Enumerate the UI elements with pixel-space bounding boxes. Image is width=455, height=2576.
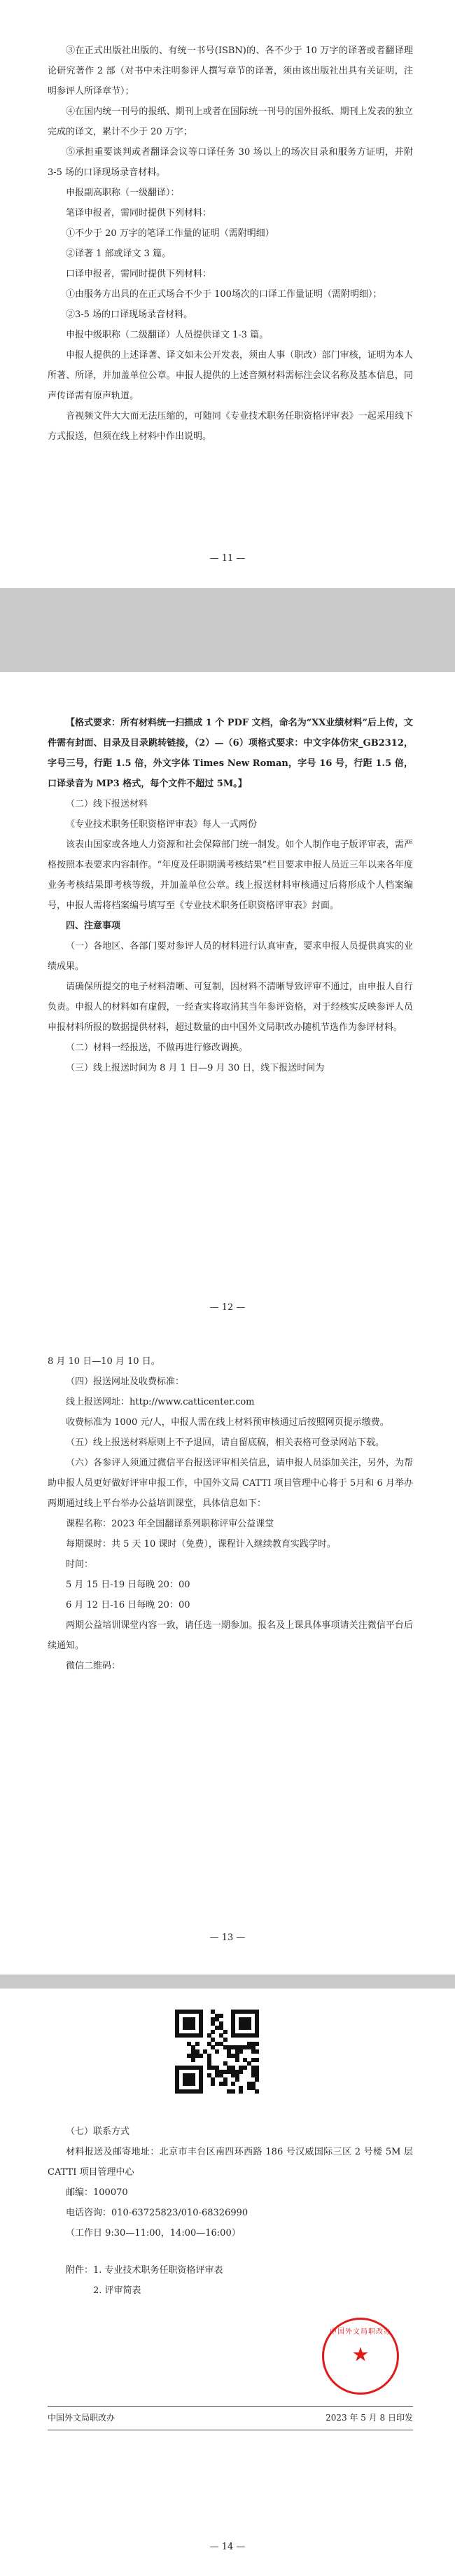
paragraph: 申报人提供的上述译著、译文如未公开发表，须由人事（职改）部门审核，证明为本人所著、所译，并加盖单位公章。申报人提供的上述音频材料需标注会议名称及基本信息，同声传译需有原声轨道。	[48, 350, 413, 401]
qr-module	[239, 2070, 243, 2074]
page-11-body	[48, 41, 413, 447]
qr-module	[235, 2077, 239, 2082]
page-number: — 14 —	[209, 2542, 246, 2552]
qr-module	[223, 2038, 227, 2042]
page-14-body	[48, 2122, 413, 2301]
page-number: — 12 —	[209, 1302, 246, 1313]
qr-module	[255, 2042, 259, 2046]
qr-module	[191, 2026, 195, 2030]
qr-module	[255, 2049, 259, 2054]
phone-numbers: 电话咨询：010-63725823/010-68326990	[66, 2208, 248, 2218]
paragraph: 该表由国家或各地人力资源和社会保障部门统一制发。如个人制作电子版评审表，需严格按照本表要求内容制作。“年度及任职期满考核结果”栏目要求申报人员近三年以来各年度业务考核结果即考核等级，并加盖单位公章。线上报送材料审核通过后将形成个人档案编号，申报人需将档案编号填写至《专业技术职务任职资格评审表》封面。	[48, 840, 413, 911]
subsection-heading: （七）联系方式	[66, 2126, 130, 2137]
qr-module	[211, 2030, 215, 2034]
format-requirements: 【格式要求：所有材料统一扫描成 1 个 PDF 文档，命名为“XX业绩材料”后上传，文件需有封面、目录及目录跳转链接，（2）—（6）项格式要求：中文字体仿宋_GB2312，字号三号，行距 1.5 倍，外文字体 Times New Roman，字号 16 号，行距 1.5 倍，口译录音为 MP3 格式，每个文件不超过 5M。】	[48, 718, 413, 789]
paragraph: 口译申报者，需同时提供下列材料：	[66, 269, 212, 279]
paragraph: （五）线上报送材料原则上不予退回，请自留底稿，相关表格可登录网站下载。	[66, 1437, 385, 1448]
qr-module	[215, 2049, 219, 2054]
page-number: — 13 —	[209, 1933, 246, 1943]
qr-module	[255, 2033, 259, 2038]
seal-text: 中国外文局职改办	[330, 2328, 391, 2336]
attachment-label: 附件：	[66, 2265, 94, 2276]
mailing-address: 材料报送及邮寄地址：北京市丰台区南四环西路 186 号汉威国际三区 2 号楼 5M 层 CATTI 项目管理中心	[48, 2147, 413, 2178]
qr-module	[255, 2089, 259, 2094]
document-page-14	[0, 1989, 455, 2576]
issuer: 中国外文局职改办	[48, 2413, 115, 2423]
paragraph: 收费标准为 1000 元/人，申报人需在线上材料预审核通过后按照网页提示缴费。	[66, 1417, 389, 1428]
qr-module	[211, 2082, 215, 2086]
qr-module	[195, 2042, 200, 2046]
paragraph: 时间：	[66, 1559, 94, 1570]
qr-module	[219, 2014, 223, 2018]
qr-module	[199, 2033, 203, 2038]
paragraph: ④在国内统一刊号的报纸、期刊上或者在国际统一刊号的国外报纸、期刊上发表的独立完成的译文，累计不少于 20 万字；	[48, 106, 413, 137]
paragraph: 每期课时：共 5 天 10 课时（免费），课程计入继续教育实践学时。	[66, 1539, 336, 1550]
paragraph: 8 月 10 日—10 月 10 日。	[48, 1356, 160, 1367]
paragraph: （二）材料一经报送，不做再进行修改调换。	[66, 1043, 248, 1053]
qr-module	[255, 2058, 259, 2062]
paragraph: （六）各参评人须通过微信平台报送评审相关信息，请申报人员添加关注，另外，为帮助申报人员更好做好评审申报工作，中国外文局 CATTI 项目管理中心将于 5月和 6 月举办两期通过线上平台举办公益培训课堂，具体信息如下：	[48, 1458, 413, 1509]
paragraph: ①由服务方出具的在正式场合不少于 100场次的口译工作量证明（需附明细）；	[66, 289, 382, 300]
attachment-item: 2. 评审简表	[93, 2285, 141, 2296]
star-icon: ★	[351, 2343, 370, 2366]
paragraph: 微信二维码：	[66, 1661, 121, 1671]
document-page-12	[0, 672, 455, 1337]
official-seal	[322, 2318, 399, 2395]
qr-module	[239, 2049, 243, 2054]
paragraph: 《专业技术职务任职资格评审表》每人一式两份	[66, 819, 258, 830]
submission-url[interactable]: 线上报送网址：http://www.catticenter.com	[66, 1397, 255, 1407]
qr-module	[231, 2082, 235, 2086]
subsection-heading: （二）线下报送材料	[66, 799, 148, 809]
page-number: — 11 —	[209, 553, 246, 564]
paragraph: （三）线上报送时间为 8 月 1 日—9 月 30 日，线下报送时间为	[66, 1063, 325, 1073]
subsection-heading: （四）报送网址及收费标准：	[66, 1377, 185, 1387]
paragraph: 申报中级职称（二级翻译）人员提供译文 1-3 篇。	[66, 330, 269, 340]
wechat-qr-code	[175, 2010, 259, 2094]
qr-module	[223, 2030, 227, 2034]
office-hours: （工作日 9:30—11:00，14:00—16:00）	[66, 2228, 241, 2239]
paragraph: 5 月 15 日-19 日每晚 20：00	[66, 1580, 190, 1590]
footer-divider	[48, 2406, 413, 2407]
paragraph: 请确保所提交的电子材料清晰、可复制，因材料不清晰导致评审不通过，由申报人自行负责。申报人的材料如有虚假，一经查实将取消其当年参评资格，对于经核实反映参评人员申报材料所报的数据提供材料，超过数量的由中国外文局职改办随机节选作为参评材料。	[48, 982, 413, 1033]
paragraph: ②译著 1 部或译文 3 篇。	[66, 249, 172, 259]
attachment-item: 1. 专业技术职务任职资格评审表	[93, 2265, 223, 2276]
document-page-11	[0, 0, 455, 588]
paragraph: 6 月 12 日-16 日每晚 20：00	[66, 1600, 190, 1610]
document-page-13	[0, 1316, 455, 1975]
paragraph: （一）各地区、各部门要对参评人员的材料进行认真审查，要求申报人员提供真实的业绩成果。	[48, 941, 413, 972]
qr-module	[191, 2082, 195, 2086]
qr-module	[243, 2066, 247, 2070]
qr-module	[199, 2089, 203, 2094]
paragraph: ②3-5 场的口译现场录音材料。	[66, 309, 193, 320]
page-12-body	[48, 713, 413, 1078]
issuing-footer	[48, 2411, 413, 2423]
qr-module	[255, 2077, 259, 2082]
paragraph: ①不少于 20 万字的笔译工作量的证明（需附明细）	[66, 228, 274, 239]
section-heading: 四、注意事项	[66, 921, 121, 931]
qr-module	[231, 2089, 235, 2094]
qr-module	[239, 2089, 243, 2094]
paragraph: ③在正式出版社出版的、有统一书号(ISBN)的、各不少于 10 万字的译著或者翻译理论研究著作 2 部（对书中未注明参评人撰写章节的译著，须由该出版社出具有关证明，注明参评人所译章节）；	[48, 46, 413, 97]
qr-module	[191, 2058, 195, 2062]
postal-code: 邮编：100070	[66, 2187, 128, 2198]
page-13-body	[48, 1351, 413, 1676]
paragraph: 申报副高职称（一级翻译）：	[66, 188, 180, 198]
paragraph: 笔译申报者，需同时提供下列材料：	[66, 208, 212, 218]
qr-module	[199, 2054, 203, 2058]
issue-date: 2023 年 5 月 8 日印发	[326, 2413, 413, 2423]
qr-module	[235, 2058, 239, 2062]
qr-module	[223, 2082, 227, 2086]
attachments	[48, 2260, 413, 2301]
paragraph: ⑤承担重要谈判或者翻译会议等口译任务 30 场以上的场次目录和服务方证明，并附 3-5 场的口译现场录音材料。	[48, 147, 413, 178]
paragraph: 音视频文件大大而无法压缩的，可随同《专业技术职务任职资格评审表》一起采用线下方式报送，但须在线上材料中作出说明。	[48, 411, 413, 442]
paragraph: 课程名称：2023 年全国翻译系列职称评审公益课堂	[66, 1519, 274, 1529]
qr-module	[247, 2026, 251, 2030]
paragraph: 两期公益培训课堂内容一致，请任选一期参加。报名及上课具体事项请关注微信平台后续通知。	[48, 1620, 413, 1651]
